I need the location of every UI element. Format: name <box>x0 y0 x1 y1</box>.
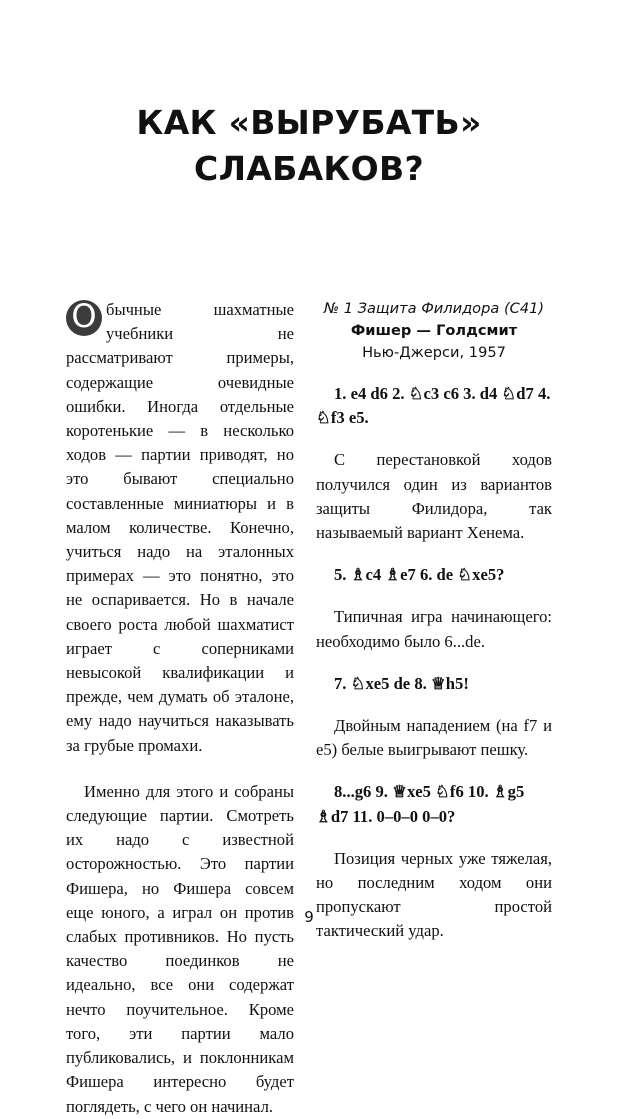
chapter-title-line-1: КАК «ВЫРУБАТЬ» <box>136 103 482 142</box>
moves-block-3: 7. ♘xe5 de 8. ♕h5! <box>334 673 469 693</box>
game-number-opening: № 1 Защита Филидора (С41) <box>323 300 545 317</box>
chapter-title-line-2: СЛАБАКОВ? <box>194 149 424 188</box>
intro-paragraph <box>66 298 294 758</box>
game-players: Фишер — Голдсмит <box>350 322 518 339</box>
intro-text: бычные шахматные учебники не рассматривают примеры, содержащие очевидные ошибки. Иногда отдельные коротенькие — в несколько ходов — партии приводят, но это бывают специально составленные миниатюры и в малом количестве. Конечно, учиться надо на эталонных примерах — это понятно, это не оспаривается. Но в начале своего роста любой шахматист играет с соперниками невысокой квалификации и прежде, чем думать об эталоне, ему надо научиться наказывать за грубые промахи. <box>66 300 294 755</box>
game-place-year: Нью-Джерси, 1957 <box>362 344 506 361</box>
comment-1: С перестановкой ходов получился один из вариантов защиты Филидора, так называемый вариант Хенема. <box>316 450 552 543</box>
comment-4: Позиция черных уже тяжелая, но последним ходом они пропускают простой тактический удар. <box>316 848 552 941</box>
moves-block-4: 8...g6 9. ♕xe5 ♘f6 10. ♗g5 ♗d7 11. 0–0–0 0–0? <box>316 782 525 826</box>
moves-block-2: 5. ♗c4 ♗e7 6. de ♘xe5? <box>334 565 505 585</box>
right-column <box>316 298 552 944</box>
left-column <box>66 298 294 1119</box>
comment-3: Двойным нападением (на f7 и е5) белые выигрывают пешку. <box>316 716 552 760</box>
second-paragraph: Именно для этого и собраны следующие партии. Смотреть их надо с известной осторожностью. Это партии Фишера, но Фишера совсем еще юного, а играл он против слабых противников. Но пусть качество поединков не идеально, все они содержат нечто поучительное. Кроме того, эти партии мало публиковались, и поклонникам Фишера интересно будет поглядеть, с чего он начинал. <box>66 781 294 1116</box>
chapter-title <box>0 100 618 192</box>
game-header <box>316 298 552 364</box>
comment-2: Типичная игра начинающего: необходимо было 6...de. <box>316 607 552 651</box>
moves-block-1: 1. e4 d6 2. ♘c3 c6 3. d4 ♘d7 4. ♘f3 e5. <box>316 384 551 428</box>
drop-cap: О <box>66 300 102 336</box>
page-number: 9 <box>304 908 314 926</box>
